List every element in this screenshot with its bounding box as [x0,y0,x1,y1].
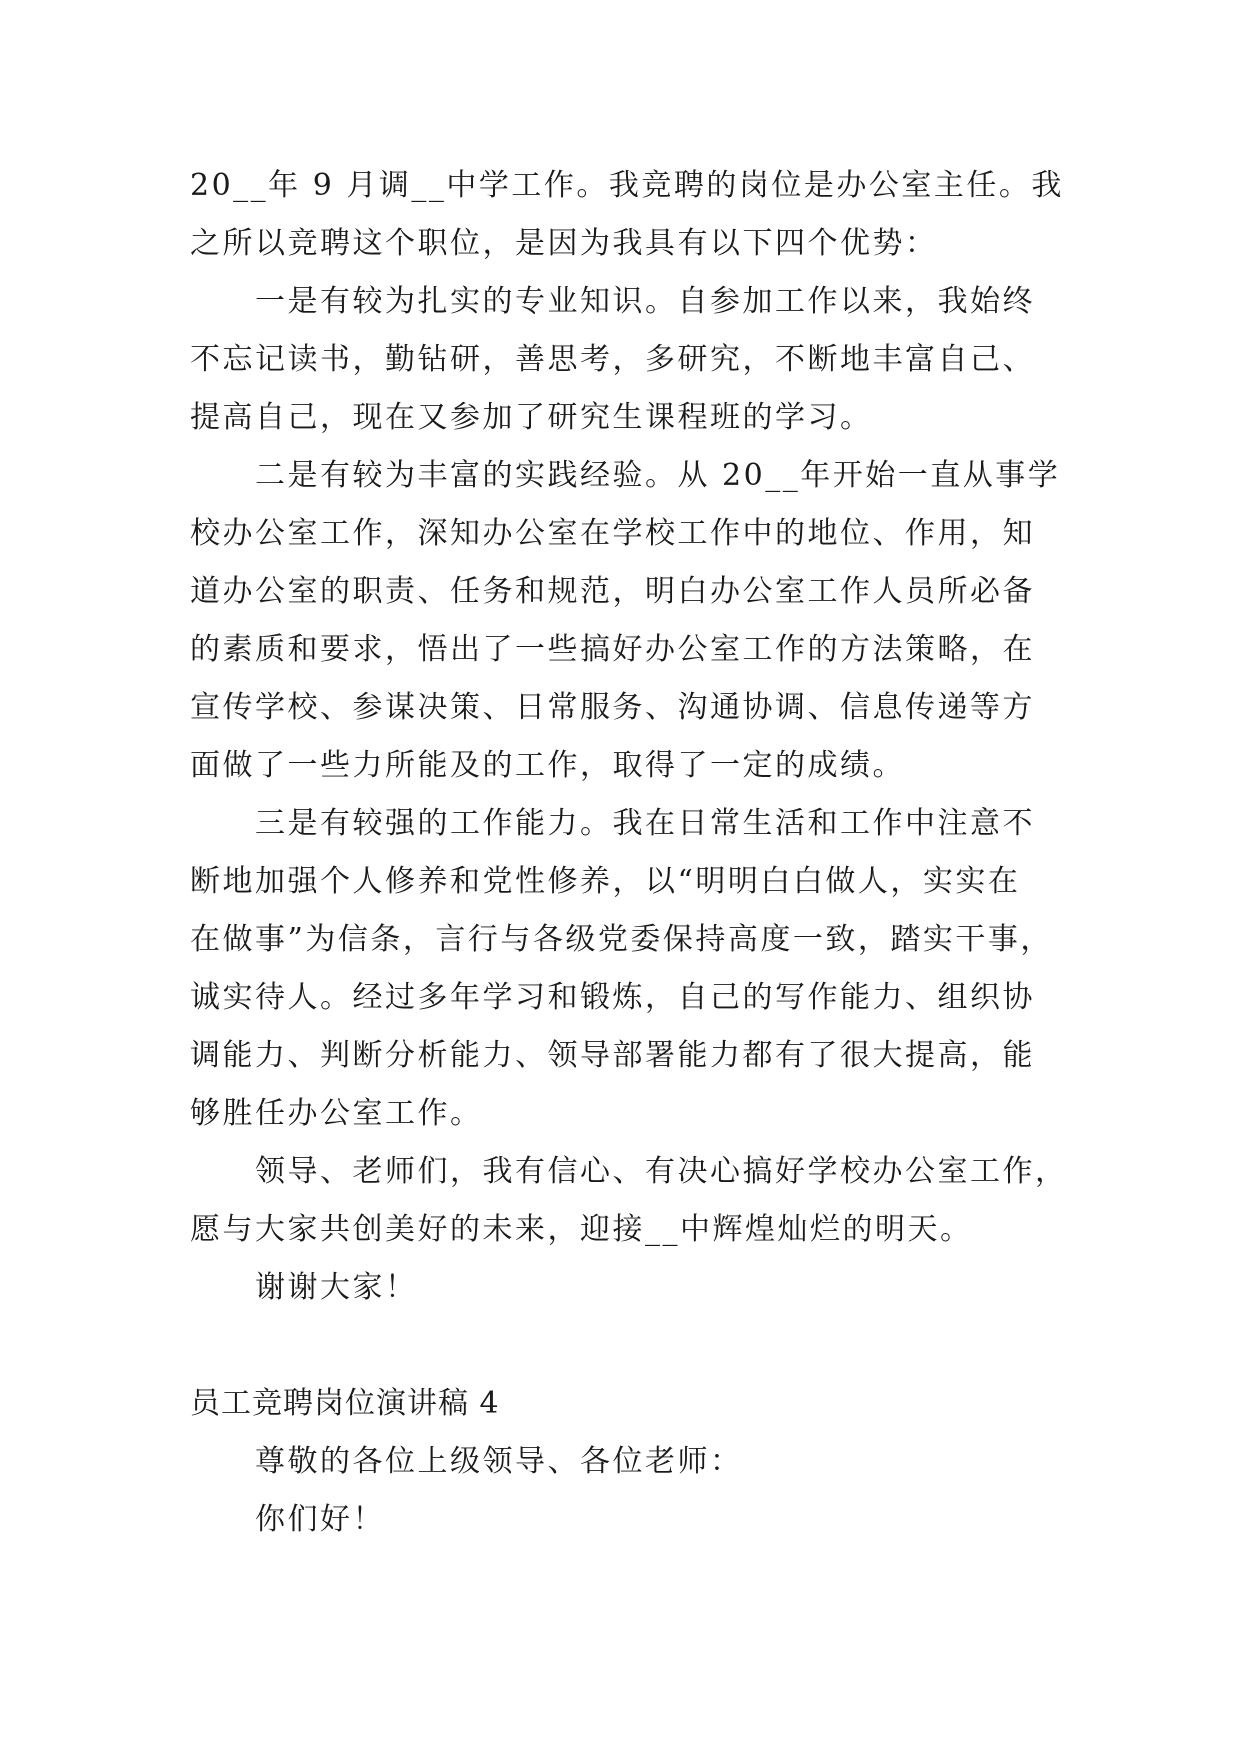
text-line: 调能力、判断分析能力、领导部署能力都有了很大提高，能 [190,1038,1035,1073]
text-line: 20__年 9 月调__中学工作。我竞聘的岗位是办公室主任。我 [190,168,1064,203]
text-line: 够胜任办公室工作。 [190,1096,483,1131]
greeting: 你们好！ [255,1502,385,1537]
section-title: 员工竞聘岗位演讲稿 4 [190,1386,500,1421]
paragraph-first-line: 三是有较强的工作能力。我在日常生活和工作中注意不 [255,806,1035,841]
document-body [190,157,1068,1549]
text-line: 提高自己，现在又参加了研究生课程班的学习。 [190,400,873,435]
paragraph-first-line: 二是有较为丰富的实践经验。从 20__年开始一直从事学 [255,458,1061,493]
text-line: 愿与大家共创美好的未来，迎接__中辉煌灿烂的明天。 [190,1212,973,1247]
text-line: 道办公室的职责、任务和规范，明白办公室工作人员所必备 [190,574,1035,609]
text-line: 面做了一些力所能及的工作，取得了一定的成绩。 [190,748,905,783]
text-line: 校办公室工作，深知办公室在学校工作中的地位、作用，知 [190,516,1035,551]
text-line: 断地加强个人修养和党性修养，以“明明白白做人，实实在 [190,864,1021,899]
blank-line [190,1317,1062,1375]
text-line: 在做事”为信条，言行与各级党委保持高度一致，踏实干事， [190,922,1053,957]
closing-thanks: 谢谢大家！ [255,1270,418,1305]
text-line: 不忘记读书，勤钻研，善思考，多研究，不断地丰富自己、 [190,342,1035,377]
text-line: 之所以竞聘这个职位，是因为我具有以下四个优势： [190,226,938,261]
paragraph-first-line: 领导、老师们，我有信心、有决心搞好学校办公室工作， [255,1154,1068,1189]
text-line: 宣传学校、参谋决策、日常服务、沟通协调、信息传递等方 [190,690,1035,725]
text-line: 诚实待人。经过多年学习和锻炼，自己的写作能力、组织协 [190,980,1035,1015]
salutation: 尊敬的各位上级领导、各位老师： [255,1444,743,1479]
paragraph-first-line: 一是有较为扎实的专业知识。自参加工作以来，我始终 [255,284,1035,319]
text-line: 的素质和要求，悟出了一些搞好办公室工作的方法策略，在 [190,632,1035,667]
